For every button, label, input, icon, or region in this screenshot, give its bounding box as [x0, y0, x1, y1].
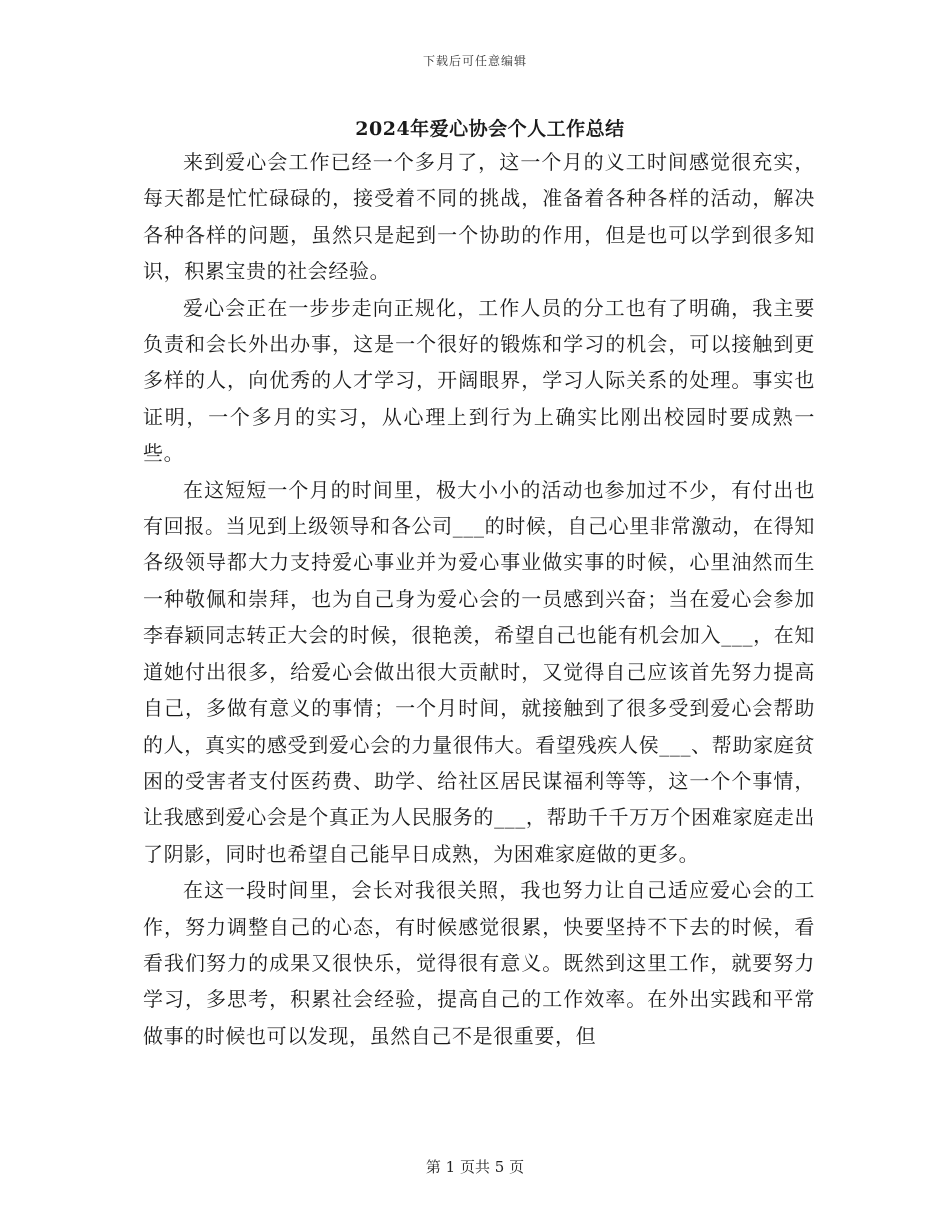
paragraph-1: 来到爱心会工作已经一个多月了，这一个月的义工时间感觉很充实，每天都是忙忙碌碌的，接受着不同的挑战，准备着各种各样的活动，解决各种各样的问题，虽然只是起到一个协助的作用，但是也可以学到很多知识，积累宝贵的社会经验。: [143, 150, 815, 284]
header-note: 下载后可任意编辑: [422, 54, 527, 68]
page-footer: 第 1 页共 5 页: [425, 1158, 525, 1176]
paragraph-3: 在这短短一个月的时间里，极大小小的活动也参加过不少，有付出也有回报。当见到上级领导和各公司___的时候，自己心里非常激动，在得知各级领导都大力支持爱心事业并为爱心事业做实事的时候，心里油然而生一种敬佩和崇拜，也为自己身为爱心会的一员感到兴奋；当在爱心会参加李春颖同志转正大会的时候，很艳羡，希望自己也能有机会加入___，在知道她付出很多，给爱心会做出很大贡献时，又觉得自己应该首先努力提高自己，多做有意义的事情；一个月时间，就接触到了很多受到爱心会帮助的人，真实的感受到爱心会的力量很伟大。看望残疾人侯___、帮助家庭贫困的受害者支付医药费、助学、给社区居民谋福利等等，这一个个事情，让我感到爱心会是个真正为人民服务的___，帮助千千万万个困难家庭走出了阴影，同时也希望自己能早日成熟，为困难家庭做的更多。: [143, 477, 815, 866]
document-title: 2024年爱心协会个人工作总结: [355, 118, 625, 140]
paragraph-4: 在这一段时间里，会长对我很关照，我也努力让自己适应爱心会的工作，努力调整自己的心态，有时候感觉很累，快要坚持不下去的时候，看看我们努力的成果又很快乐，觉得很有意义。既然到这里工作，就要努力学习，多思考，积累社会经验，提高自己的工作效率。在外出实践和平常做事的时候也可以发现，虽然自己不是很重要，但: [143, 878, 815, 1048]
paragraph-2: 爱心会正在一步步走向正规化，工作人员的分工也有了明确，我主要负责和会长外出办事，这是一个很好的锻炼和学习的机会，可以接触到更多样的人，向优秀的人才学习，开阔眼界，学习人际关系的处理。事实也证明，一个多月的实习，从心理上到行为上确实比刚出校园时要成熟一些。: [143, 295, 815, 466]
document-body: [143, 144, 815, 1054]
